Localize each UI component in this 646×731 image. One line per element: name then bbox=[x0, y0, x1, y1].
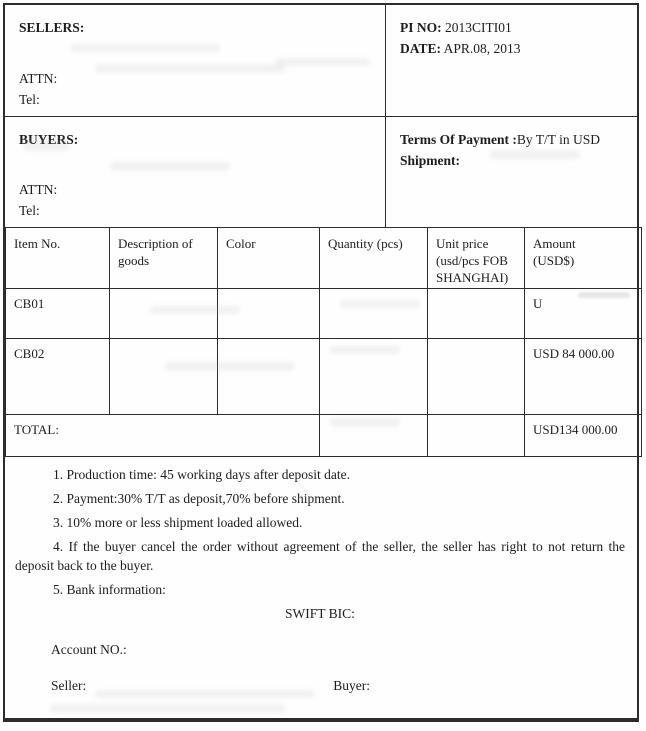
buyers-label: BUYERS: bbox=[19, 132, 79, 147]
cell-amount: USD 84 000.00 bbox=[525, 339, 642, 415]
cell-color bbox=[218, 289, 320, 339]
pi-no-line bbox=[400, 17, 623, 38]
buyer-attn-label: ATTN: bbox=[19, 182, 58, 197]
col-header-color: Color bbox=[218, 228, 320, 289]
cell-unit-price bbox=[428, 289, 525, 339]
total-label-cell: TOTAL: bbox=[6, 415, 320, 457]
terms-of-payment-line bbox=[400, 129, 623, 150]
cell-quantity bbox=[320, 339, 428, 415]
col-header-description: Description of goods bbox=[110, 228, 218, 289]
buyer-signature-label: Buyer: bbox=[333, 678, 370, 693]
header-section bbox=[5, 5, 637, 227]
col-header-quantity: Quantity (pcs) bbox=[320, 228, 428, 289]
note-shipment-tolerance: 3. 10% more or less shipment loaded allowed. bbox=[53, 515, 303, 530]
cell-item-no: CB01 bbox=[6, 289, 110, 339]
account-no-label: Account NO.: bbox=[51, 642, 127, 657]
total-unit-price-cell bbox=[428, 415, 525, 457]
date-line bbox=[400, 38, 623, 59]
signature-row bbox=[51, 676, 625, 695]
pi-no-label: PI NO: bbox=[400, 20, 442, 35]
note-production-time: 1. Production time: 45 working days after deposit date. bbox=[53, 467, 350, 482]
items-table-header-row bbox=[6, 228, 642, 289]
table-row-total bbox=[6, 415, 642, 457]
total-amount-cell: USD134 000.00 bbox=[525, 415, 642, 457]
buyer-tel-label: Tel: bbox=[19, 203, 40, 218]
sellers-label: SELLERS: bbox=[19, 20, 85, 35]
note-bank-information: 5. Bank information: bbox=[53, 582, 166, 597]
seller-signature-label: Seller: bbox=[51, 678, 87, 693]
swift-bic-label: SWIFT BIC: bbox=[285, 606, 355, 621]
seller-tel-label: Tel: bbox=[19, 92, 40, 107]
invoice-document-border bbox=[3, 3, 639, 722]
col-header-amount: Amount (USD$) bbox=[525, 228, 642, 289]
table-row-cb01 bbox=[6, 289, 642, 339]
seller-attn-label: ATTN: bbox=[19, 71, 58, 86]
note-cancellation: 4. If the buyer cancel the order without agreement of the seller, the seller has right to not return the deposit back to the buyer. bbox=[15, 539, 625, 573]
notes-section bbox=[5, 457, 637, 695]
col-header-item-no: Item No. bbox=[6, 228, 110, 289]
date-value: APR.08, 2013 bbox=[443, 41, 521, 56]
cell-quantity bbox=[320, 289, 428, 339]
buyers-cell bbox=[5, 117, 386, 227]
pi-cell bbox=[386, 5, 637, 117]
date-label: DATE: bbox=[400, 41, 442, 56]
table-row-cb02 bbox=[6, 339, 642, 415]
cell-color bbox=[218, 339, 320, 415]
sellers-cell bbox=[5, 5, 386, 117]
cell-amount: U bbox=[525, 289, 642, 339]
shipment-label: Shipment: bbox=[400, 153, 461, 168]
terms-label: Terms Of Payment : bbox=[400, 132, 517, 147]
cell-description bbox=[110, 289, 218, 339]
cell-unit-price bbox=[428, 339, 525, 415]
cell-description bbox=[110, 339, 218, 415]
items-table bbox=[5, 227, 642, 457]
terms-value: By T/T in USD bbox=[516, 132, 601, 147]
cell-item-no: CB02 bbox=[6, 339, 110, 415]
note-payment: 2. Payment:30% T/T as deposit,70% before shipment. bbox=[53, 491, 345, 506]
pi-no-value: 2013CITI01 bbox=[445, 20, 512, 35]
terms-cell bbox=[386, 117, 637, 227]
total-quantity-cell bbox=[320, 415, 428, 457]
col-header-unit-price: Unit price (usd/pcs FOB SHANGHAI) bbox=[428, 228, 525, 289]
